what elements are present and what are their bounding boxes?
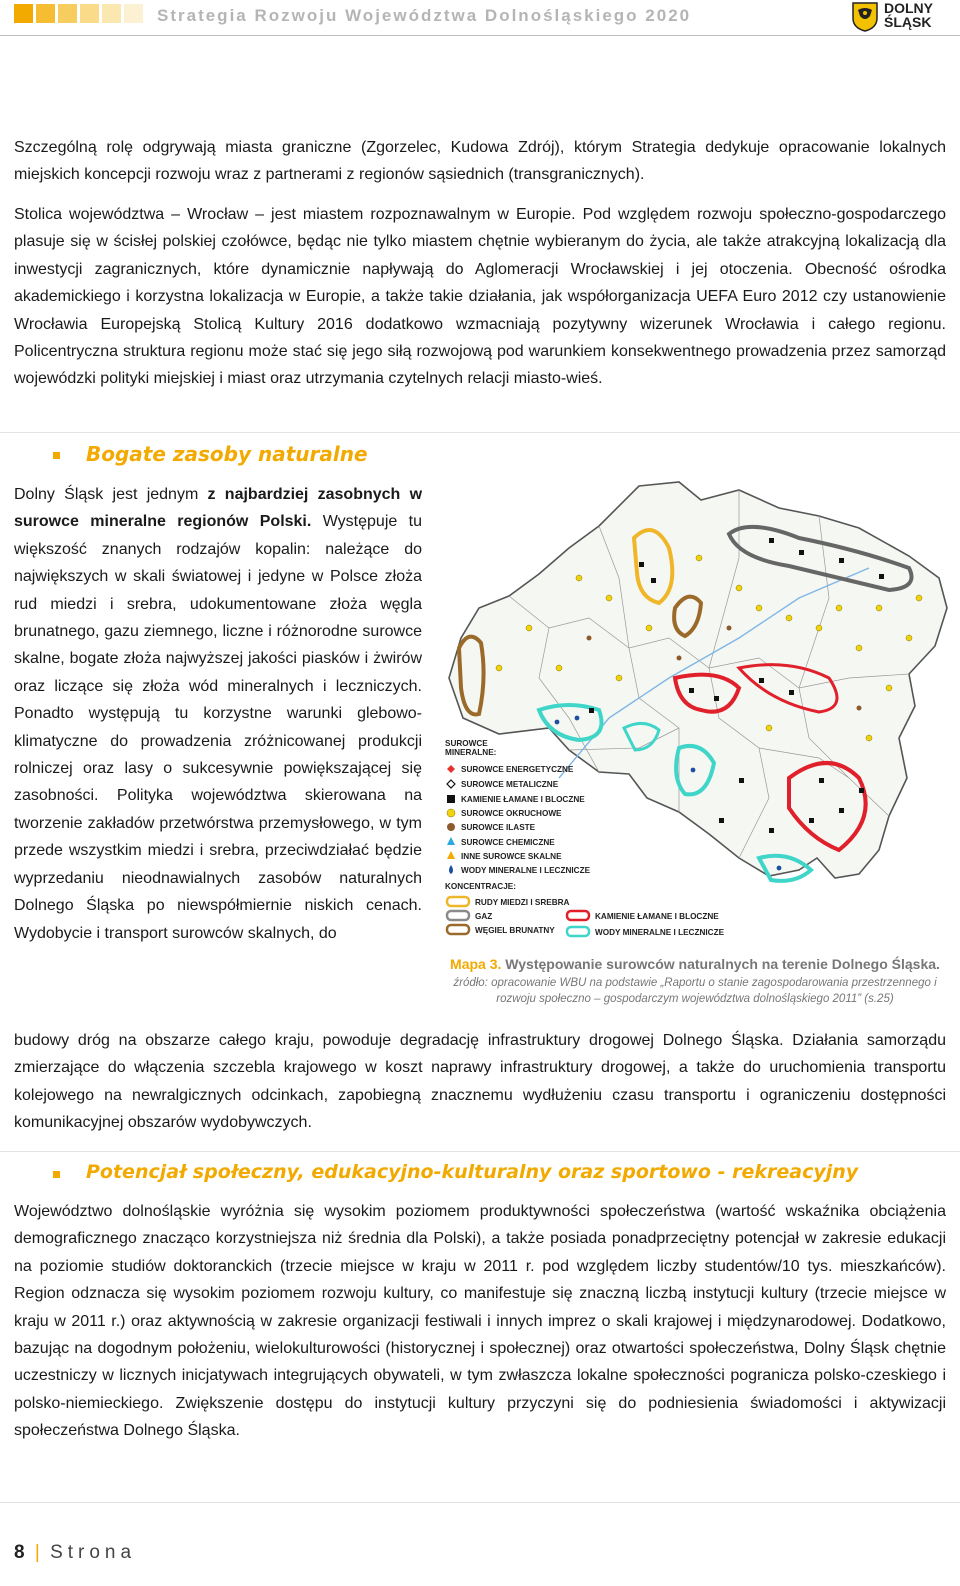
header-decoration [14, 4, 143, 23]
header-square [36, 4, 55, 23]
legend-other-rock [447, 851, 562, 861]
legend-label: KAMIENIE ŁAMANE I BLOCZNE [595, 912, 719, 921]
paragraph-road-infrastructure: budowy dróg na obszarze całego kraju, powoduje degradację infrastruktury drogowej Dolnego Śląska. Działania samorządu zmierzające do włączenia szczebla krajowego w koszt naprawy infrastruktury drogowej, a także do uruchomienia transportu kolejowego na newralgicznych odcinkach, zapobiegną znacznemu wydłużeniu czasu transportu i ograniczeniu dostępności komunikacyjnej obszarów wydobywczych. [14, 1032, 946, 1132]
legend-gas [447, 911, 492, 921]
map-caption-title [445, 955, 945, 973]
page-footer: 8 | Strona [14, 1542, 137, 1563]
legend-label: KAMIENIE ŁAMANE I BLOCZNE [461, 795, 585, 804]
legend-chemical [447, 837, 555, 847]
header-square [102, 4, 121, 23]
page-number: 8 [14, 1542, 25, 1563]
legend-label: WĘGIEL BRUNATNY [475, 926, 555, 935]
resources-text: Występuje tu większość znanych rodzajów kopalin: należące do największych w skali światowej i jedyne w Polsce złoża rud miedzi i srebra, udokumentowane złoża węgla brunatnego, gazu ziemnego, liczne i różnorodne surowce skalne, bogate złoża najwyższej jakości piasków i żwirów oraz liczące się złoża wód mineralnych i leczniczych. Ponadto występują tu korzystne warunki glebowo-klimatyczne do prowadzenia zróżnicowanej produkcji rolniczej oraz lasy o sukcesywnie powiększającej się zasobności. Polityka województwa skierowana na tworzenie zakładów przetwórstwa przemysłowego, w tym przede wszystkim miedzi i srebra, przeciwdziałać będzie wyprzedaniu nieodnawialnych zasobów naturalnych Dolnego Śląska po niewspółmiernie niskich cenach. Wydobycie i transport surowców skalnych, do [14, 513, 422, 942]
resources-map [439, 478, 951, 952]
legend-label: SUROWCE ILASTE [461, 823, 536, 832]
logo-line1: DOLNY [884, 0, 933, 16]
legend-gravel [447, 809, 562, 818]
section-title-social-potential: Potencjał społeczny, edukacyjno-kulturalny oraz sportowo - rekreacyjny [86, 1161, 859, 1183]
footer-divider [0, 1502, 960, 1503]
header-title: Strategia Rozwoju Województwa Dolnośląskiego 2020 [157, 6, 692, 25]
legend-label: SUROWCE OKRUCHOWE [461, 809, 562, 818]
section-divider [0, 1151, 960, 1152]
coat-of-arms-icon [852, 2, 878, 32]
legend-label: GAZ [475, 912, 493, 921]
legend-concentrations-title: KONCENTRACJE: [445, 882, 516, 891]
legend-label: SUROWCE CHEMICZNE [461, 838, 555, 847]
logo-wordmark [884, 1, 933, 29]
legend-label: SUROWCE METALICZNE [461, 780, 559, 789]
legend-label: WODY MINERALNE I LECZNICZE [595, 928, 725, 937]
legend-water [449, 865, 591, 875]
header-square [124, 4, 143, 23]
legend-label: RUDY MIEDZI I SREBRA [475, 898, 570, 907]
legend-lignite [447, 925, 555, 935]
region-outline [449, 482, 947, 878]
header-square [80, 4, 99, 23]
legend-title-line2: MINERALNE: [445, 748, 497, 757]
legend-label: SUROWCE ENERGETYCZNE [461, 765, 574, 774]
bullet-icon [53, 452, 60, 459]
header-divider [0, 35, 960, 36]
legend-stone [447, 795, 585, 804]
bullet-icon [53, 1171, 60, 1178]
section-divider [0, 432, 960, 433]
paragraph-border-towns: Szczególną rolę odgrywają miasta graniczne (Zgorzelec, Kudowa Zdrój), którym Strategia dedykuje opracowanie lokalnych miejskich koncepcji rozwoju wraz z partnerami z regionów sąsiednich (transgranicznych). [14, 139, 946, 184]
legend-title-line1: SUROWCE [445, 739, 488, 748]
page-label: Strona [50, 1542, 137, 1563]
legend-metal [447, 780, 559, 789]
paragraph-natural-resources [14, 481, 422, 947]
logo-line2: ŚLĄSK [884, 14, 932, 30]
map-caption-prefix: Mapa 3. [450, 956, 502, 972]
section-title-natural-resources: Bogate zasoby naturalne [86, 442, 368, 466]
header-square [58, 4, 77, 23]
resources-intro: Dolny Śląsk jest jednym [14, 486, 199, 503]
legend-copper [447, 897, 570, 907]
resources-bold: z najbardziej zasobnych w surowce mineralne regionów Polski. [14, 486, 423, 531]
legend-water-concentration [567, 927, 725, 937]
legend-label: INNE SUROWCE SKALNE [461, 852, 562, 861]
paragraph-wroclaw: Stolica województwa – Wrocław – jest miastem rozpoznawalnym w Europie. Pod względem rozwoju społeczno-gospodarczego plasuje się w ścisłej polskiej czołówce, będąc nie tylko miastem chętnie wybieranym do życia, ale także atrakcyjną lokalizacją dla inwestycji zagranicznych, które dynamicznie napływają do Aglomeracji Wrocławskiej i jej otoczenia. Obecność ośrodka akademickiego i korzystna lokalizacja w Europie, a także takie działania, jak współorganizacja UEFA Euro 2012 czy ustanowienie Wrocławia Europejską Stolicą Kultury 2016 dodatkowo wzmacniają pozytywny wizerunek Wrocławia i całego regionu. Policentryczna struktura regionu może stać się jego siłą rozwojową pod warunkiem konsekwentnego prowadzenia przez samorząd wojewódzki polityki miejskiej i miast oraz utrzymania czytelnych relacji miasto-wieś. [14, 206, 946, 388]
paragraph-social-potential: Województwo dolnośląskie wyróżnia się wysokim poziomem produktywności społeczeństwa (wartość wskaźnika obciążenia demograficznego znacząco korzystniejsza niż średnia dla Polski), a także posiada ponadprzeciętny potencjał w zakresie edukacji na poziomie studiów doktoranckich (trzecie miejsce w kraju w 2011 r. pod względem liczby studentów/10 tys. mieszkańców). Region odznacza się wysokim poziomem rozwoju kultury, co manifestuje się znaczną liczbą instytucji kultury (trzecie miejsce w kraju w 2011 r.) oraz aktywnością w zakresie organizacji festiwali i innych imprez o skali krajowej i międzynarodowej. Dodatkowo, bazując na dogodnym położeniu, wielokulturowości (historycznej i społecznej) oraz otwartości społeczeństwa, Dolny Śląsk chętnie uczestniczy w licznych inicjatywach integrujących obywateli, w tym zwłaszcza lokalne społeczności pogranicza polsko-czeskiego i polsko-niemieckiego. Zwiększenie dostępu do instytucji kultury przyczyni się do podniesienia świadomości i aktywizacji społeczeństwa Dolnego Śląska. [14, 1203, 946, 1440]
legend-label: WODY MINERALNE I LECZNICZE [461, 866, 591, 875]
legend-energy [447, 765, 574, 774]
map-caption-source: źródło: opracowanie WBU na podstawie „Raportu o stanie zagospodarowania przestrzennego i rozwoju społeczno – gospodarczym województwa dolnośląskiego 2011” (s.25) [453, 977, 937, 1005]
legend-clay [447, 823, 536, 832]
legend-stone-concentration [567, 911, 719, 921]
header-square [14, 4, 33, 23]
map-caption-text: Występowanie surowców naturalnych na terenie Dolnego Śląska. [505, 956, 940, 972]
